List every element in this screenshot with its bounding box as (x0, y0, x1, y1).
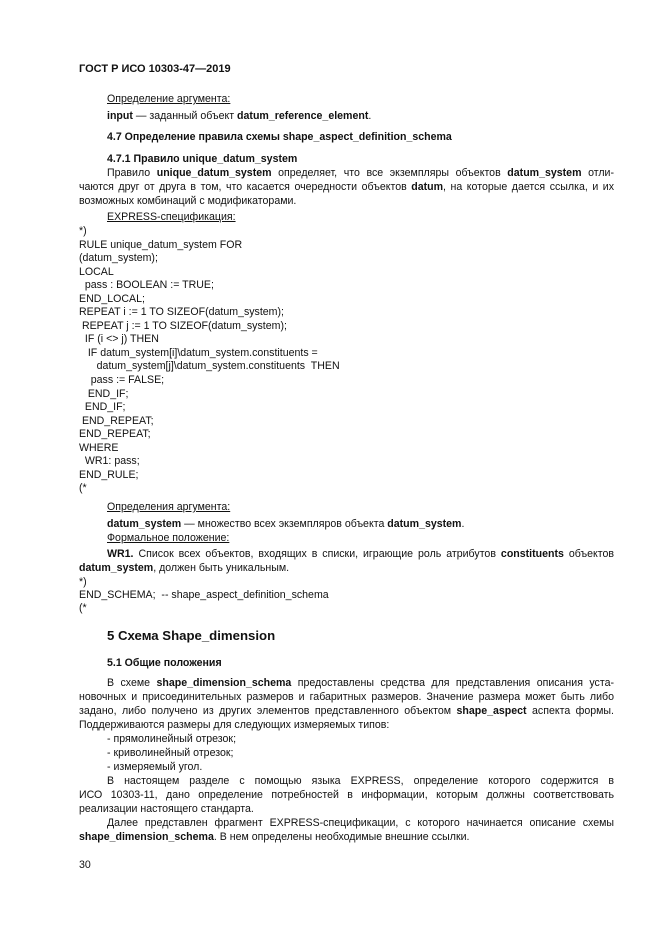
code-line: WR1: pass; (79, 455, 140, 468)
code-line: IF (i <> j) THEN (79, 333, 159, 346)
rule-paragraph-line-2: чаются друг от друга в том, что касается очередности объектов datum, на которые дается ссылка, и их (79, 181, 614, 193)
s5-line-2: новочных и присоединительных размеров и габаритных размеров. Значение размера может быть либо (79, 691, 614, 703)
code-line: (datum_system); (79, 252, 158, 265)
code-line: END_RULE; (79, 468, 139, 481)
arg-input-end: . (368, 110, 372, 122)
s5-line-3: задано, либо получено из других элементов представленного объектом shape_aspect аспекта формы. (79, 705, 614, 717)
s5-line-6: ИСО 10303-11, дано определение потребностей в информации, которым должны соответствовать (79, 789, 614, 801)
list-item: - криволинейный отрезок; (107, 747, 234, 759)
rule-paragraph-line-3: возможных комбинаций с модификаторами. (79, 195, 297, 207)
code-line: RULE unique_datum_system FOR (79, 238, 243, 251)
section-5-1-title: 5.1 Общие положения (107, 657, 222, 669)
code-line: (* (79, 602, 87, 614)
rule-paragraph-line-1: Правило unique_datum_system определяет, что все экземпляры объектов datum_system отли- (107, 167, 614, 179)
express-spec-label: EXPRESS-спецификация: (107, 211, 236, 223)
code-line: REPEAT i := 1 TO SIZEOF(datum_system); (79, 306, 284, 319)
wr1-line-1: WR1. Список всех объектов, входящих в списки, играющие роль атрибутов constituents объектов (107, 548, 615, 560)
code-line: datum_system[j]\datum_system.constituents THEN (79, 360, 340, 373)
code-line: IF datum_system[i]\datum_system.constituents = (79, 346, 318, 359)
express-code-block (79, 225, 340, 496)
code-line: pass : BOOLEAN := TRUE; (79, 279, 214, 292)
section-4-7-title: 4.7 Определение правила схемы shape_aspect_definition_schema (107, 131, 452, 143)
section-5-title: 5 Схема Shape_dimension (107, 628, 276, 643)
code-line: END_LOCAL; (79, 292, 145, 305)
s5-line-1: В схеме shape_dimension_schema предоставлены средства для представления описания уста- (107, 677, 614, 689)
list-item: - прямолинейный отрезок; (107, 733, 237, 745)
s5-line-4: Поддерживаются размеры для следующих измеряемых типов: (79, 719, 390, 731)
s5-line-7: реализации настоящего стандарта. (79, 803, 254, 815)
arg-input-text: — заданный объект (132, 110, 238, 122)
code-line: LOCAL (79, 265, 114, 278)
code-line: (* (79, 482, 87, 495)
argument-definitions-label: Определения аргумента: (107, 501, 231, 513)
code-line: pass := FALSE; (79, 374, 165, 387)
section-4-7-1-title: 4.7.1 Правило unique_datum_system (107, 153, 298, 165)
arg-input-name: input (107, 110, 133, 122)
code-line: END_REPEAT; (79, 428, 151, 441)
argument-definition-label: Определение аргумента: (107, 93, 231, 105)
code-line: END_REPEAT; (79, 414, 154, 427)
code-line: END_IF; (79, 401, 126, 414)
code-line: WHERE (79, 441, 119, 454)
arg-input-ref: datum_reference_element (237, 110, 369, 122)
s5-line-8: Далее представлен фрагмент EXPRESS-спецификации, с которого начинается описание схемы (107, 817, 614, 829)
argument-input-line (107, 110, 371, 123)
datum-system-definition: datum_system — множество всех экземпляров объекта datum_system. (107, 518, 465, 530)
code-line: *) (79, 225, 87, 237)
code-line: END_IF; (79, 387, 129, 400)
page-number: 30 (79, 859, 91, 871)
s5-line-5: В настоящем разделе с помощью языка EXPRESS, определение которого содержится в (107, 775, 614, 787)
code-line: END_SCHEMA; -- shape_aspect_definition_schema (79, 589, 329, 601)
list-item: - измеряемый угол. (107, 761, 203, 773)
formal-statement-label: Формальное положение: (107, 532, 230, 544)
document-id: ГОСТ Р ИСО 10303-47—2019 (79, 63, 231, 75)
s5-line-9: shape_dimension_schema. В нем определены необходимые внешние ссылки. (79, 831, 470, 843)
code-line: *) (79, 576, 87, 588)
wr1-line-2: datum_system, должен быть уникальным. (79, 562, 290, 574)
code-line: REPEAT j := 1 TO SIZEOF(datum_system); (79, 319, 287, 332)
